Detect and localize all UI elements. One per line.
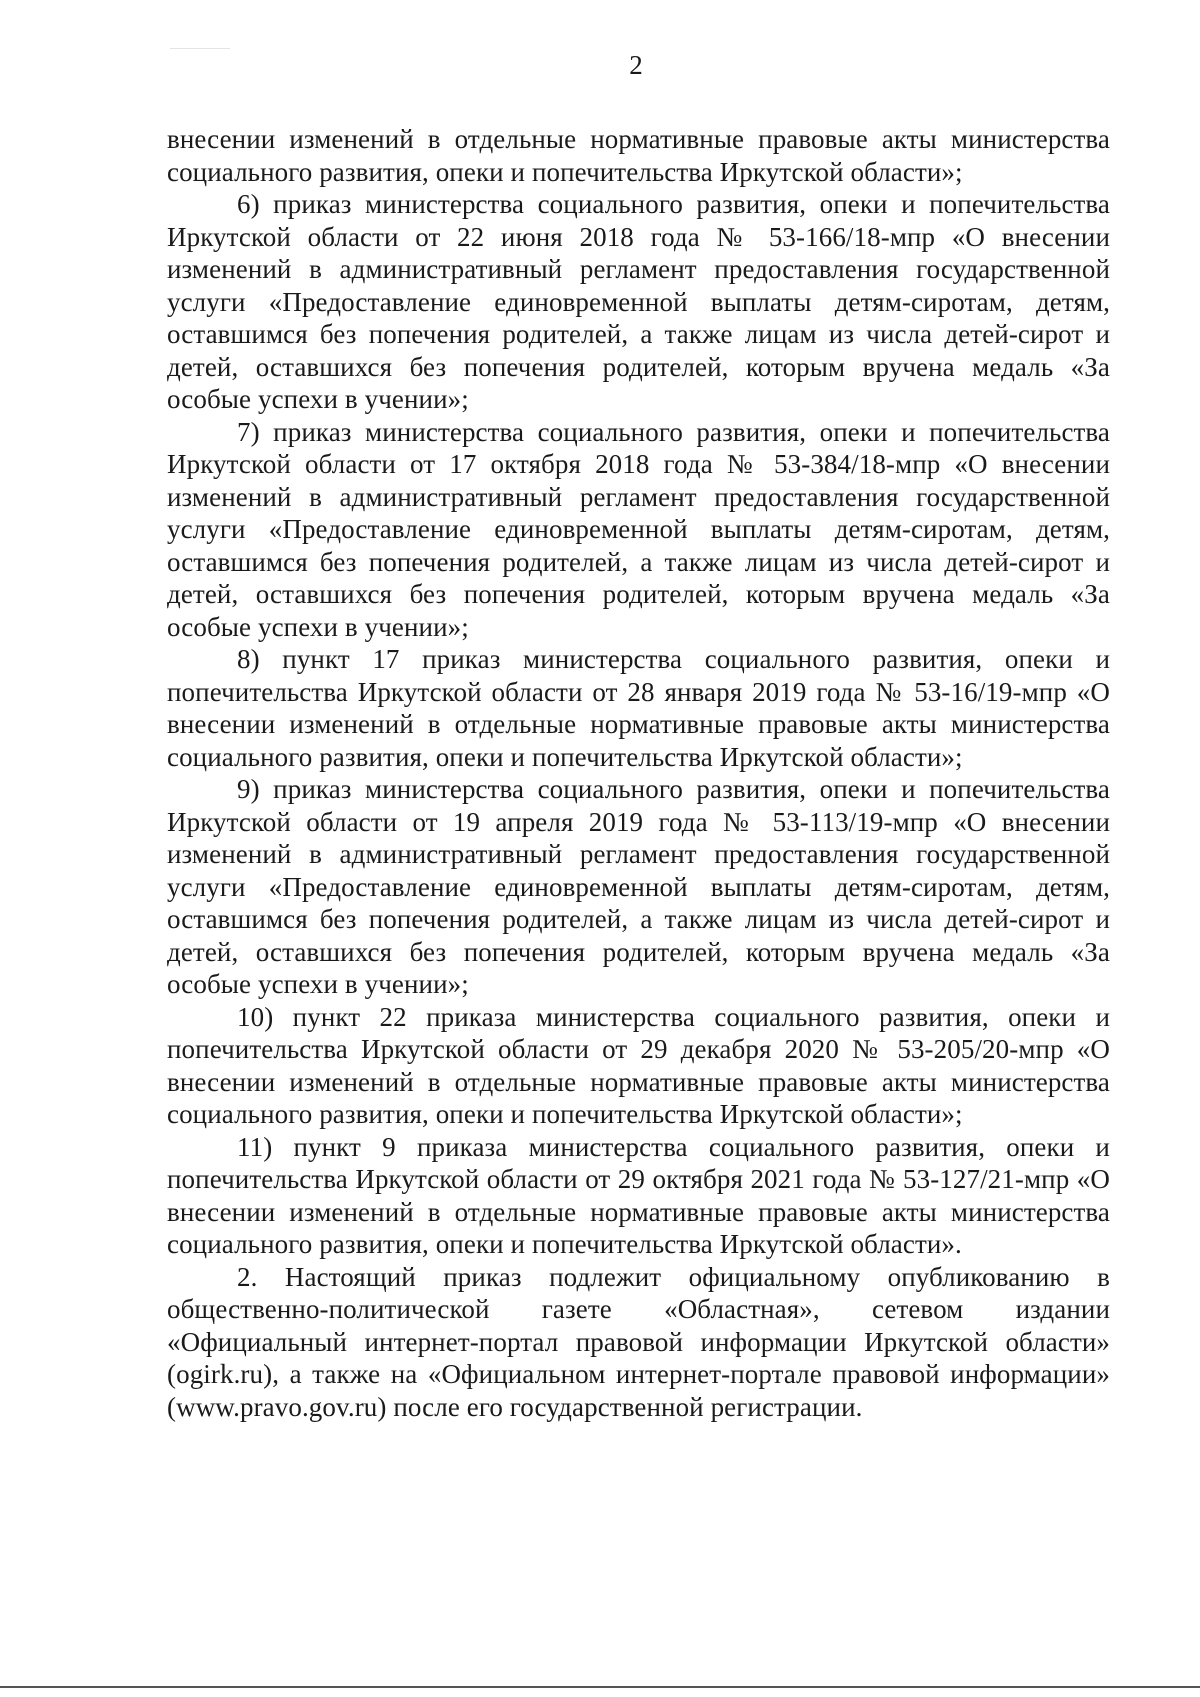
- scan-bottom-edge: [0, 1686, 1200, 1688]
- paragraph-continuation: внесении изменений в отдельные нормативные правовые акты министерства социального развития, опеки и попечительства Иркутской области»;: [167, 124, 1110, 187]
- paragraph-item-9: 9) приказ министерства социального развития, опеки и попечительства Иркутской области от 19 апреля 2019 года № 53-113/19-мпр «О внесении изменений в административный регламент предоставления государственной услуги «Предоставление единовременной выплаты детям-сиротам, детям, оставшимся без попечения родителей, а также лицам из числа детей-сирот и детей, оставшихся без попечения родителей, которым вручена медаль «За особые успехи в учении»;: [167, 774, 1110, 999]
- paragraph-item-7: 7) приказ министерства социального развития, опеки и попечительства Иркутской области от 17 октября 2018 года № 53-384/18-мпр «О внесении изменений в административный регламент предоставления государственной услуги «Предоставление единовременной выплаты детям-сиротам, детям, оставшимся без попечения родителей, а также лицам из числа детей-сирот и детей, оставшихся без попечения родителей, которым вручена медаль «За особые успехи в учении»;: [167, 416, 1110, 642]
- document-body: [167, 123, 1110, 1423]
- paragraph-clause-2: 2. Настоящий приказ подлежит официальному опубликованию в общественно-политической газете «Областная», сетевом издании «Официальный интернет-портал правовой информации Иркутской области» (ogirk.ru), а также на «Официальном интернет-портале правовой информации» (www.pravo.gov.ru) после его государственной регистрации.: [167, 1261, 1110, 1422]
- paragraph-item-6: 6) приказ министерства социального развития, опеки и попечительства Иркутской области от 22 июня 2018 года № 53-166/18-мпр «О внесении изменений в административный регламент предоставления государственной услуги «Предоставление единовременной выплаты детям-сиротам, детям, оставшимся без попечения родителей, а также лицам из числа детей-сирот и детей, оставшихся без попечения родителей, которым вручена медаль «За особые успехи в учении»;: [167, 189, 1110, 414]
- paragraph-item-10: 10) пункт 22 приказа министерства социального развития, опеки и попечительства Иркутской области от 29 декабря 2020 № 53-205/20-мпр «О внесении изменений в отдельные нормативные правовые акты министерства социального развития, опеки и попечительства Иркутской области»;: [167, 1001, 1110, 1129]
- page-number: 2: [629, 50, 643, 80]
- paragraph-item-8: 8) пункт 17 приказ министерства социального развития, опеки и попечительства Иркутской области от 28 января 2019 года № 53-16/19-мпр «О внесении изменений в отдельные нормативные правовые акты министерства социального развития, опеки и попечительства Иркутской области»;: [167, 644, 1110, 772]
- scan-artifact-line: [170, 48, 230, 49]
- paragraph-item-11: 11) пункт 9 приказа министерства социального развития, опеки и попечительства Иркутской области от 29 октября 2021 года № 53-127/21-мпр «О внесении изменений в отдельные нормативные правовые акты министерства социального развития, опеки и попечительства Иркутской области».: [167, 1131, 1110, 1259]
